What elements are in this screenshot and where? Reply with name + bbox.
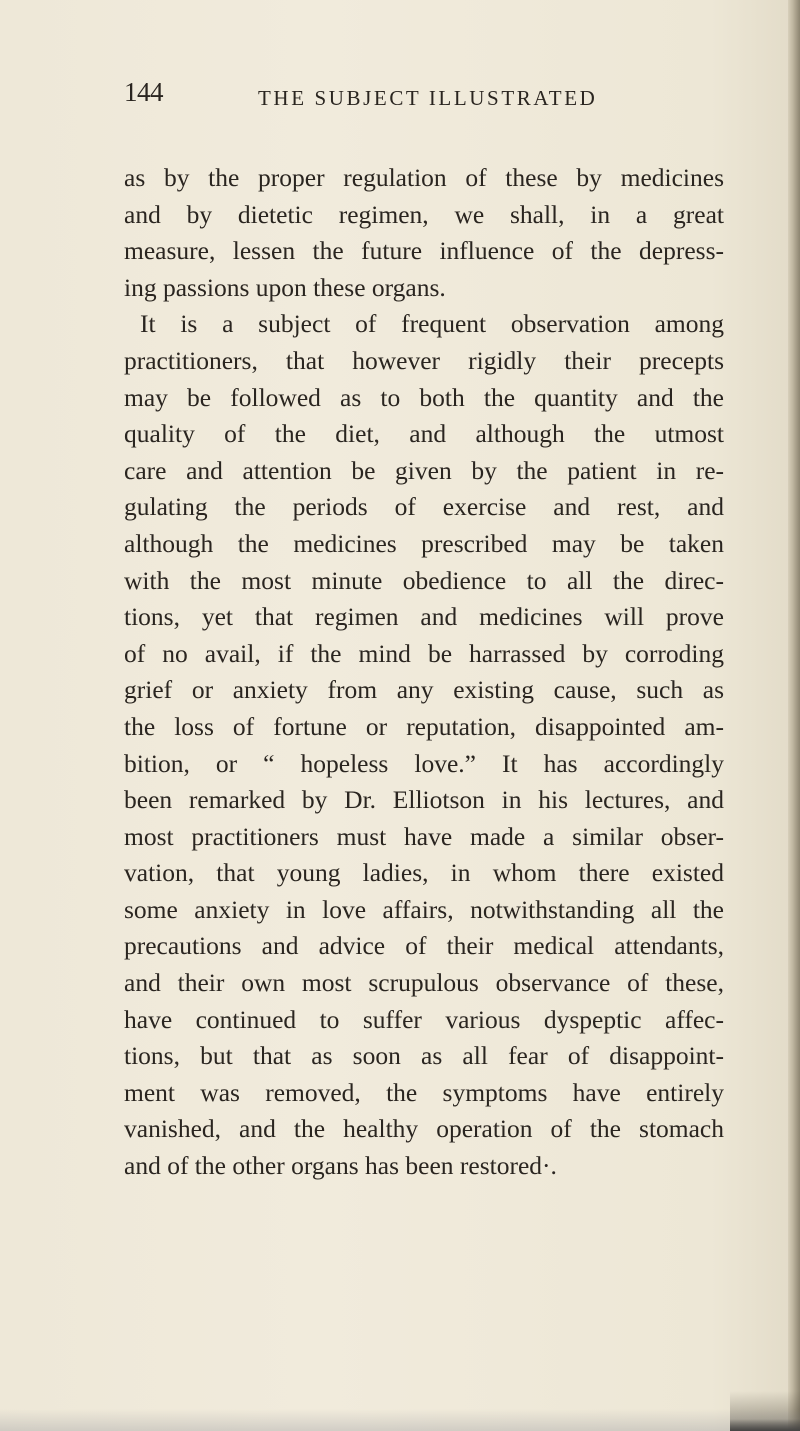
text-line: practitioners, that however rigidly their precepts (124, 345, 724, 375)
text-line: been remarked by Dr. Elliotson in his lectures, and (124, 785, 724, 815)
text-line: vation, that young ladies, in whom there existed (124, 858, 724, 888)
text-line: grief or anxiety from any existing cause, such as (124, 675, 724, 705)
text-line: some anxiety in love affairs, notwithstanding all the (124, 894, 724, 924)
text-line: It is a subject of frequent observation among (140, 309, 724, 339)
text-line: and their own most scrupulous observance of these, (124, 968, 724, 998)
text-line: and by dietetic regimen, we shall, in a great (124, 199, 724, 229)
text-line: bition, or “ hopeless love.” It has accordingly (124, 748, 724, 778)
text-line: and of the other organs has been restored·. (124, 1151, 557, 1181)
text-line: vanished, and the healthy operation of the stomach (124, 1114, 724, 1144)
running-head: THE SUBJECT ILLUSTRATED (258, 86, 598, 110)
page-number: 144 (124, 77, 163, 107)
text-line: the loss of fortune or reputation, disappointed am- (124, 711, 724, 741)
text-line: ing passions upon these organs. (124, 272, 446, 302)
text-line: precautions and advice of their medical attendants, (124, 931, 724, 961)
body-text (124, 160, 724, 1185)
text-line: may be followed as to both the quantity and the (124, 382, 724, 412)
text-line: most practitioners must have made a similar obser- (124, 821, 724, 851)
text-line: have continued to suffer various dyspeptic affec- (124, 1004, 724, 1034)
bottom-shadow (0, 1409, 800, 1431)
text-line: gulating the periods of exercise and rest, and (124, 492, 724, 522)
text-line: of no avail, if the mind be harrassed by corroding (124, 638, 724, 668)
text-line: care and attention be given by the patient in re- (124, 455, 724, 485)
page-edge (788, 0, 800, 1431)
page-header (124, 72, 704, 112)
text-line: tions, but that as soon as all fear of disappoint- (124, 1041, 724, 1071)
text-line: measure, lessen the future influence of the depress- (124, 236, 724, 266)
text-line: although the medicines prescribed may be taken (124, 528, 724, 558)
text-line: with the most minute obedience to all the direc- (124, 565, 724, 595)
text-line: as by the proper regulation of these by medicines (124, 163, 724, 192)
text-line: quality of the diet, and although the utmost (124, 419, 724, 449)
text-line: ment was removed, the symptoms have entirely (124, 1077, 724, 1107)
text-line: tions, yet that regimen and medicines will prove (124, 602, 724, 632)
